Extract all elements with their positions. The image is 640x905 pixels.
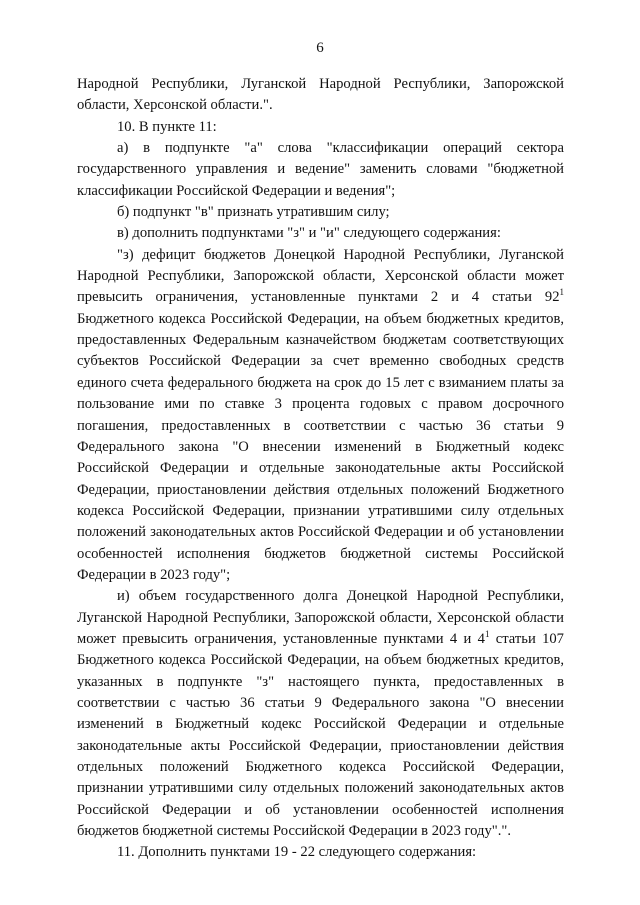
paragraph-item-10: 10. В пункте 11: xyxy=(117,118,217,135)
paragraph-subitem-i-text-start: и) объем государственного долга Донецкой Народной Республики, Луганской Народной Республики, Запорожской области, Херсонской области может превысить ограничения, установленные пунктами 4 и 4 xyxy=(77,588,564,647)
paragraph-item-11: 11. Дополнить пунктами 19 - 22 следующего содержания: xyxy=(117,844,477,861)
paragraph-continuation: Народной Республики, Луганской Народной Республики, Запорожской области, Херсонской области.". xyxy=(77,76,564,114)
paragraph-subitem-z xyxy=(77,245,564,587)
paragraph-subitem-z-text-start: "з) дефицит бюджетов Донецкой Народной Республики, Луганской Народной Республики, Запорожской области, Херсонской области может превысить ограничения, установленные пунктами 2 и 4 статьи 92 xyxy=(77,246,564,306)
paragraph-subitem-v: в) дополнить подпунктами "з" и "и" следующего содержания: xyxy=(117,225,501,242)
paragraph-subitem-i-text-end: статьи 107 Бюджетного кодекса Российской Федерации, на объем бюджетных кредитов, указанных в подпункте "з" настоящего пункта, предоставленных в соответствии с частью 36 статьи 9 Федерального закона "О внесении изменений в Бюджетный кодекс Российской Федерации и отдельные законодательные акты Российской Федерации, приостановлении действия отдельных положений Бюджетного кодекса Российской Федерации, признании утратившими силу отдельных положений законодательных актов Российской Федерации и об установлении особенностей исполнения бюджетов бюджетной системы Российской Федерации в 2023 году".". xyxy=(77,630,564,840)
paragraph-subitem-b: б) подпункт "в" признать утратившим силу; xyxy=(117,204,390,221)
paragraph-subitem-a: а) в подпункте "а" слова "классификации операций сектора государственного управления и ведение" заменить словами "бюджетной классификации Российской Федерации и ведения"; xyxy=(77,140,564,199)
superscript-marker: 1 xyxy=(559,287,564,298)
paragraph-subitem-z-text-end: Бюджетного кодекса Российской Федерации, на объем бюджетных кредитов, предоставленных Федеральным казначейством бюджетам соответствующих субъектов Российской Федерации за счет временно свободных средств единого счета федерального бюджета на срок до 15 лет с взиманием платы за пользование ими по ставке 3 процента годовых с правом досрочного погашения, предоставленных в соответствии с частью 36 статьи 9 Федерального закона "О внесении изменений в Бюджетный кодекс Российской Федерации и отдельные законодательные акты Российской Федерации, приостановлении действия отдельных положений Бюджетного кодекса Российской Федерации, признании утратившими силу отдельных положений законодательных актов Российской Федерации и об установлении особенностей исполнения бюджетов бюджетной системы Российской Федерации в 2023 году"; xyxy=(77,310,564,583)
superscript-marker: 1 xyxy=(484,628,490,639)
document-body xyxy=(77,74,564,864)
page-number: 6 xyxy=(316,40,324,56)
paragraph-subitem-i xyxy=(77,586,564,842)
